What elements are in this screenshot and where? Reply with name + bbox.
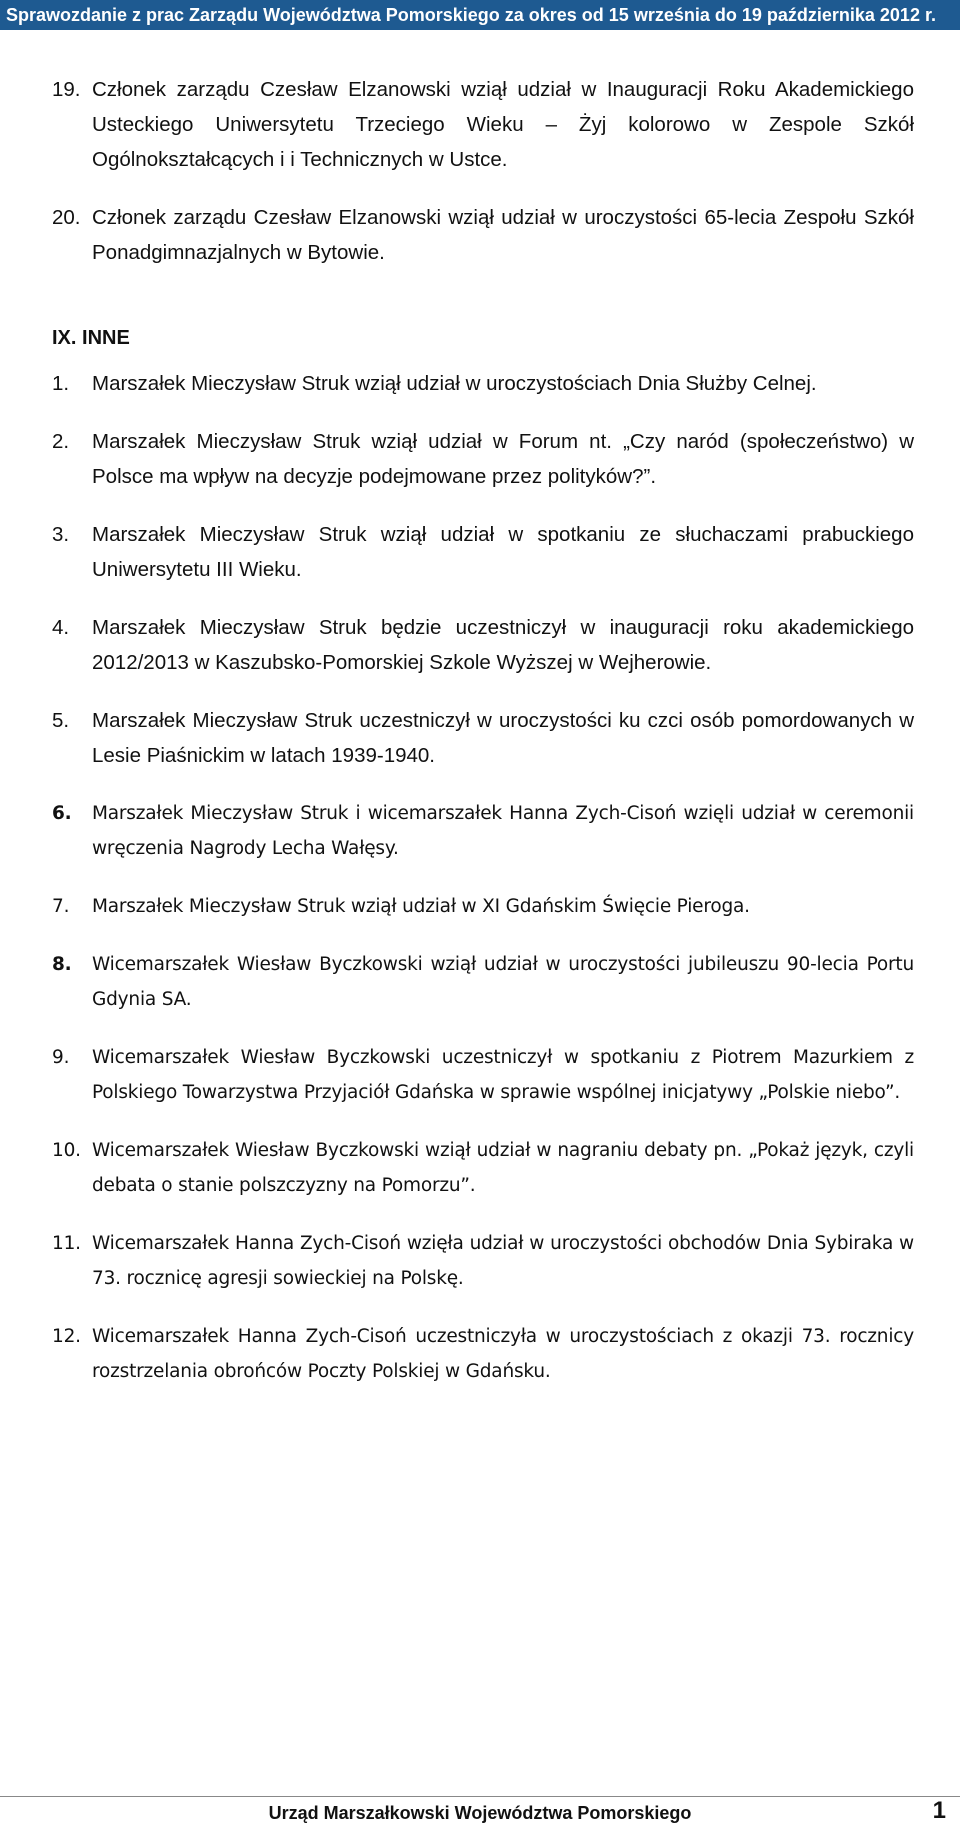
list-item xyxy=(52,424,914,494)
item-number: 12. xyxy=(52,1326,81,1347)
list-item xyxy=(52,1226,914,1296)
item-text: Marszałek Mieczysław Struk wziął udział w Forum nt. „Czy naród (społeczeństwo) w Polsce ma wpływ na decyzje podejmowane przez polityków?”. xyxy=(92,430,914,488)
item-number: 19. xyxy=(52,78,81,101)
list-item xyxy=(52,72,914,177)
footer-office-name: Urząd Marszałkowski Województwa Pomorskiego xyxy=(268,1803,692,1823)
item-text: Marszałek Mieczysław Struk wziął udział w spotkaniu ze słuchaczami prabuckiego Uniwersytetu III Wieku. xyxy=(92,523,914,581)
list-item xyxy=(52,947,914,1017)
item-number: 8. xyxy=(52,954,72,975)
page-header-bar xyxy=(0,0,960,30)
item-text: Wicemarszałek Wiesław Byczkowski wziął udział w nagraniu debaty pn. „Pokaż język, czyli debata o stanie polszczyzny na Pomorzu”. xyxy=(92,1140,914,1196)
list-item xyxy=(52,703,914,773)
list-item xyxy=(52,796,914,866)
list-item xyxy=(52,1133,914,1203)
item-text: Członek zarządu Czesław Elzanowski wziął udział w uroczystości 65-lecia Zespołu Szkół Ponadgimnazjalnych w Bytowie. xyxy=(92,206,914,264)
list-item xyxy=(52,1319,914,1389)
item-text: Marszałek Mieczysław Struk będzie uczestniczył w inauguracji roku akademickiego 2012/2013 w Kaszubsko-Pomorskiej Szkole Wyższej w Wejherowie. xyxy=(92,616,914,674)
report-title: Sprawozdanie z prac Zarządu Województwa Pomorskiego za okres od 15 września do 19 października 2012 r. xyxy=(6,4,936,25)
item-text: Wicemarszałek Hanna Zych-Cisoń uczestniczyła w uroczystościach z okazji 73. rocznicy rozstrzelania obrońców Poczty Polskiej w Gdańsku. xyxy=(92,1326,914,1382)
list-item xyxy=(52,517,914,587)
item-number: 1. xyxy=(52,372,70,395)
item-number: 5. xyxy=(52,709,70,732)
item-number: 7. xyxy=(52,896,70,917)
item-number: 4. xyxy=(52,616,70,639)
item-number: 10. xyxy=(52,1140,81,1161)
item-text: Członek zarządu Czesław Elzanowski wziął udział w Inauguracji Roku Akademickiego Usteckiego Uniwersytetu Trzeciego Wieku – Żyj kolorowo w Zespole Szkół Ogólnokształcących i i Technicznych w Ustce. xyxy=(92,78,914,171)
list-item xyxy=(52,610,914,680)
list-item xyxy=(52,366,914,401)
item-number: 2. xyxy=(52,430,70,453)
item-text: Marszałek Mieczysław Struk uczestniczył w uroczystości ku czci osób pomordowanych w Lesie Piaśnickim w latach 1939-1940. xyxy=(92,709,914,767)
section-heading: IX. INNE xyxy=(52,327,130,349)
item-number: 6. xyxy=(52,803,72,824)
list-item xyxy=(52,889,914,924)
item-text: Wicemarszałek Wiesław Byczkowski wziął udział w uroczystości jubileuszu 90-lecia Portu Gdynia SA. xyxy=(92,954,914,1010)
item-number: 3. xyxy=(52,523,70,546)
list-item xyxy=(52,1040,914,1110)
item-text: Wicemarszałek Hanna Zych-Cisoń wzięła udział w uroczystości obchodów Dnia Sybiraka w 73. rocznicę agresji sowieckiej na Polskę. xyxy=(92,1233,914,1289)
page-number: 1 xyxy=(932,1797,946,1824)
item-number: 11. xyxy=(52,1233,81,1254)
item-number: 20. xyxy=(52,206,81,229)
item-text: Marszałek Mieczysław Struk wziął udział w XI Gdańskim Święcie Pieroga. xyxy=(92,896,750,917)
item-number: 9. xyxy=(52,1047,70,1068)
item-text: Wicemarszałek Wiesław Byczkowski uczestniczył w spotkaniu z Piotrem Mazurkiem z Polskiego Towarzystwa Przyjaciół Gdańska w sprawie wspólnej inicjatywy „Polskie niebo”. xyxy=(92,1047,914,1103)
list-item xyxy=(52,200,914,270)
item-text: Marszałek Mieczysław Struk i wicemarszałek Hanna Zych-Cisoń wzięli udział w ceremonii wręczenia Nagrody Lecha Wałęsy. xyxy=(92,803,914,859)
footer-divider xyxy=(0,1796,960,1797)
item-text: Marszałek Mieczysław Struk wziął udział w uroczystościach Dnia Służby Celnej. xyxy=(92,372,817,395)
document-body xyxy=(52,72,914,1389)
